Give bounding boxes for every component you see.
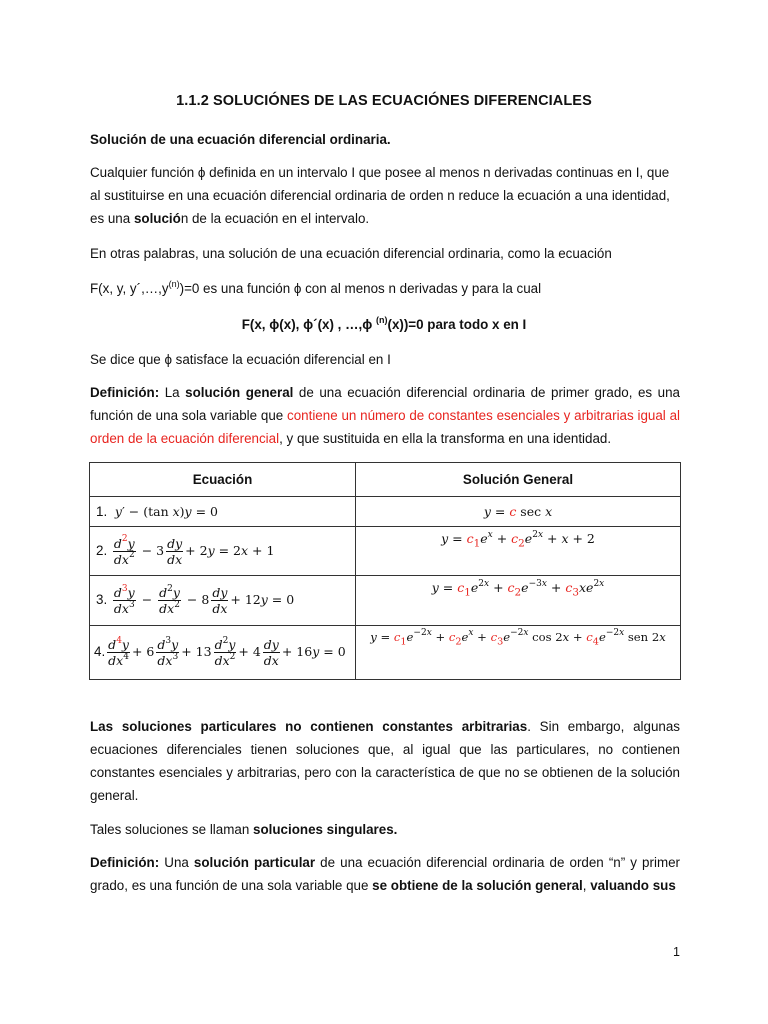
paragraph-other-words: En otras palabras, una solución de una ecuación diferencial ordinaria, como la ecuación <box>90 246 612 261</box>
text-span: de una ecuación diferencial ordinaria de primer grado, es una función de una sola variable que <box>90 385 680 423</box>
equation-3: $\frac{d^3y}{dx^3}$ − $\frac{d^2y}{dx^2}$ − 8 $\frac{dy}{dx}$ + 12y = 0 <box>113 583 295 616</box>
text-span: F(x, ϕ(x), ϕ´(x) , …,ϕ <box>241 317 376 332</box>
text-span: La <box>159 385 186 400</box>
paragraph-definition-solution <box>90 161 680 230</box>
highlighted-text: contiene un número de constantes esenciales y arbitrarias igual al orden de la ecuación diferencial <box>90 408 680 446</box>
solution-cell <box>356 497 681 527</box>
bold-term: solución general <box>185 385 294 400</box>
text-span: F(x, y, y´,…,y <box>90 281 169 296</box>
text-span: Una <box>159 855 194 870</box>
header-equation: Ecuación <box>90 463 356 497</box>
bold-term: solució <box>133 211 181 226</box>
text-span: (x))=0 para todo x en I <box>387 317 527 332</box>
table-row <box>90 527 681 576</box>
row-number: 1. <box>96 504 108 519</box>
definition-particular-solution <box>90 851 680 897</box>
table-row <box>90 626 681 680</box>
table-row <box>90 497 681 527</box>
definition-general-solution <box>90 381 680 450</box>
paragraph-satisfies: Se dice que ϕ satisface la ecuación diferencial en I <box>90 352 391 367</box>
bold-term: solución particular <box>193 855 316 870</box>
identity-formula <box>0 313 768 336</box>
solution-1: y = c sec x <box>483 504 553 519</box>
definition-label: Definición: <box>90 385 160 400</box>
solution-2: $y = c_1e^x + c_2e^{2x} + x + 2$ <box>441 529 595 550</box>
row-number: 2. <box>96 542 108 558</box>
text-span: , <box>582 878 591 893</box>
bold-term: se obtiene de la solución general <box>372 878 583 893</box>
equation-cell <box>90 497 356 527</box>
text-span: , y que sustituida en ella la transforma en una identidad. <box>279 431 612 446</box>
header-general-solution: Solución General <box>356 463 681 497</box>
solution-cell <box>356 626 681 680</box>
equation-cell <box>90 576 356 626</box>
paragraph-function-statement <box>90 277 680 300</box>
equations-table <box>89 462 681 680</box>
text-span: n de la ecuación en el intervalo. <box>180 211 370 226</box>
row-number: 4. <box>94 644 106 659</box>
paragraph-particular-solutions <box>90 715 680 807</box>
solution-3: $y = c_1e^{2x} + c_2e^{-3x} + c_3xe^{2x}$ <box>431 578 605 599</box>
text-span: de una ecuación diferencial ordinaria de orden “n” y primer grado, es una función de una sola variable que <box>90 855 680 893</box>
solution-cell <box>356 576 681 626</box>
solution-4: $y = c_1e^{-2x} + c_2e^x + c_3e^{-2x}$ $\cos 2x + c_4e^{-2x}$ sen 2x <box>370 628 666 648</box>
equation-cell <box>90 527 356 576</box>
equation-2: $\frac{d^2y}{dx^2}$ − 3 $\frac{dy}{dx}$ + 2y = 2x + 1 <box>113 534 275 567</box>
subtitle: Solución de una ecuación diferencial ordinaria. <box>90 132 391 147</box>
bold-term: valuando sus <box>590 878 676 893</box>
row-number: 3. <box>96 592 108 607</box>
equation-4: $\frac{d^4y}{dx^4}$ + 6 $\frac{d^3y}{dx^3}$ + 13 $\frac{d^2y}{dx^2}$ + 4 $\frac{dy}{dx}$ + 16y = 0 <box>108 635 346 668</box>
bold-term: soluciones singulares. <box>253 822 398 837</box>
equation-1: y′ − (tan x)y = 0 <box>114 504 218 519</box>
superscript: (n) <box>168 278 180 289</box>
table-row <box>90 576 681 626</box>
equation-cell <box>90 626 356 680</box>
text-span: . Sin embargo, algunas ecuaciones diferenciales tienen soluciones que, al igual que las particulares, no contienen constantes esenciales y arbitrarias, pero con la característica de que no se obtienen de la solución general. <box>90 719 680 803</box>
table-header-row <box>90 463 681 497</box>
section-title: 1.1.2 SOLUCIÓNES DE LAS ECUACIÓNES DIFERENCIALES <box>176 93 592 109</box>
paragraph-singular-solutions <box>90 818 680 841</box>
bold-term: Las soluciones particulares no contienen constantes arbitrarias <box>90 719 528 734</box>
page-number: 1 <box>673 945 680 959</box>
text-span: Tales soluciones se llaman <box>90 822 254 837</box>
definition-label: Definición: <box>90 855 160 870</box>
text-span: )=0 es una función ϕ con al menos n derivadas y para la cual <box>179 281 542 296</box>
superscript: (n) <box>375 314 388 325</box>
solution-cell <box>356 527 681 576</box>
text-span: Cualquier función ϕ definida en un intervalo I que posee al menos n derivadas continuas en I, que al sustituirse en una ecuación diferencial ordinaria de orden n reduce la ecuación a una identidad, es una <box>90 165 670 226</box>
